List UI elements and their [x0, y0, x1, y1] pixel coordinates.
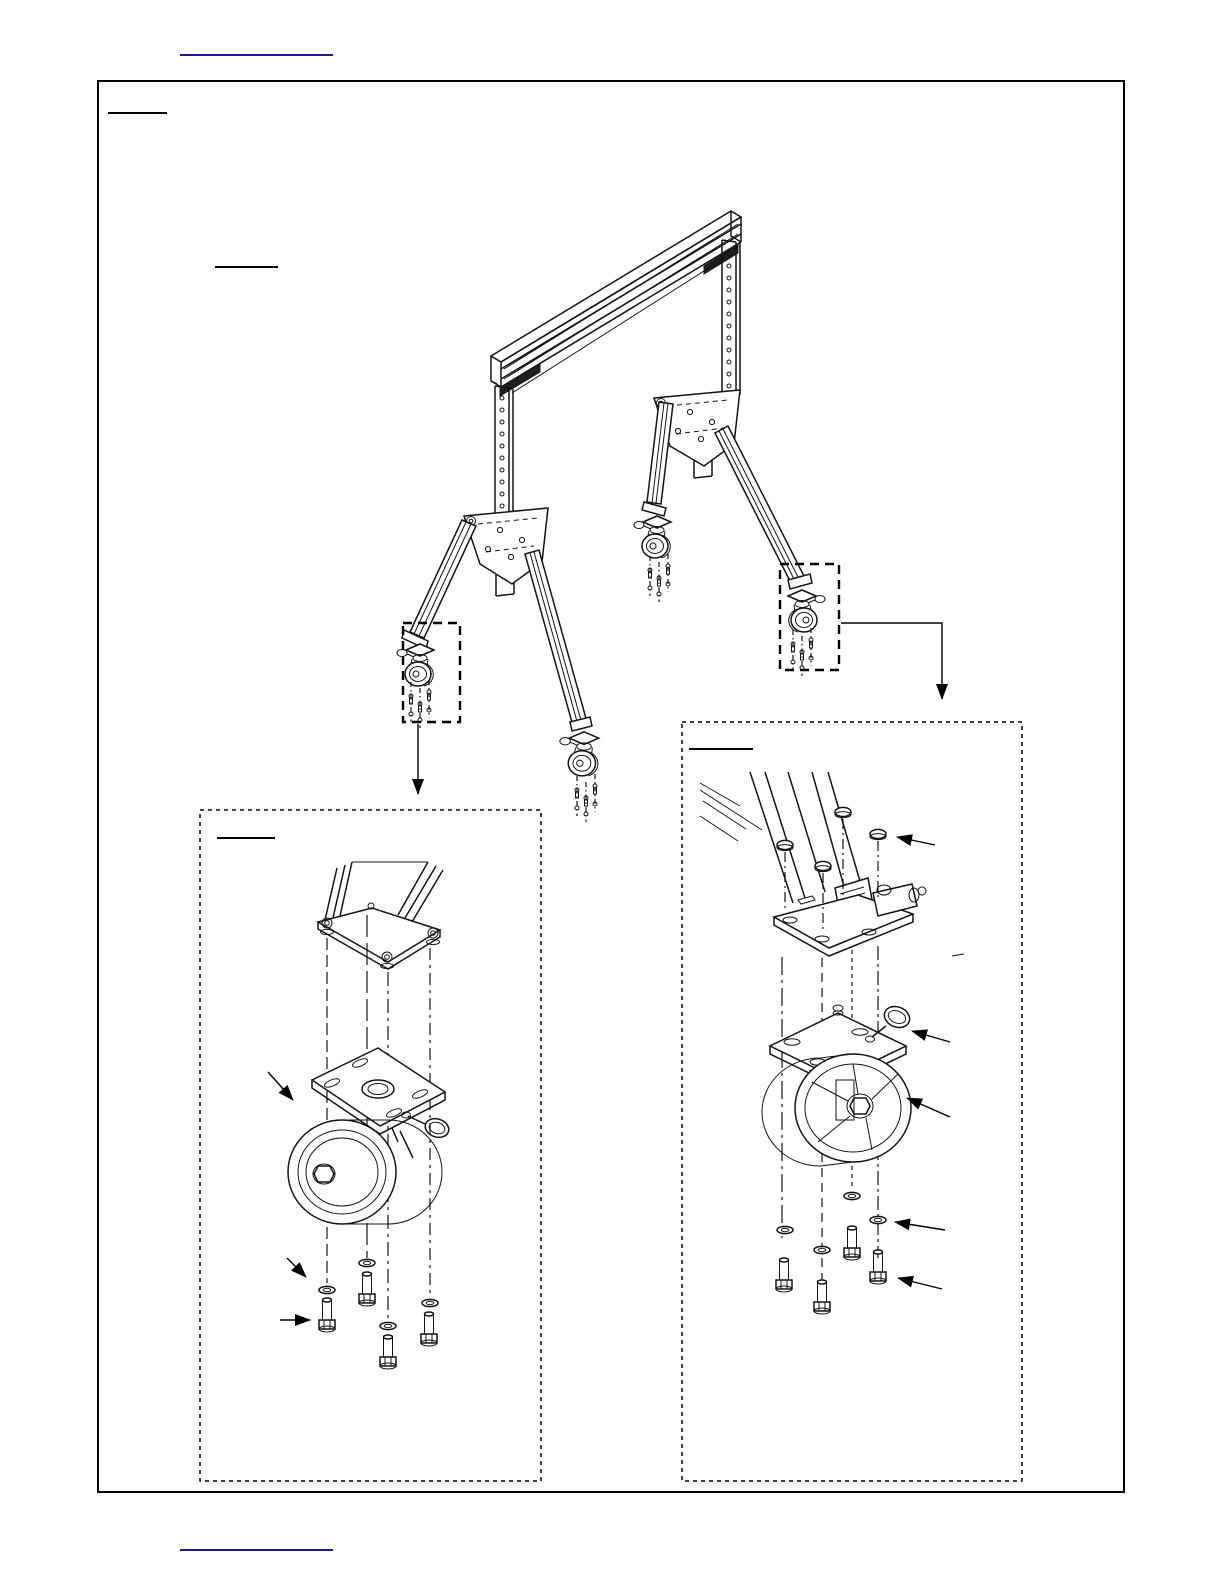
swivel-caster-hardware — [319, 1259, 438, 1369]
bolt-callout-arrow-2 — [898, 1278, 942, 1289]
bottom-hyperlink[interactable] — [180, 1549, 333, 1551]
front-middle-leg — [525, 550, 592, 731]
top-i-beam — [491, 211, 741, 396]
ring-pin-callout-arrow — [912, 1031, 950, 1042]
rear-left-leg — [642, 402, 673, 516]
plate-callout-arrow — [268, 1072, 293, 1100]
right-callout-arrow — [841, 623, 942, 699]
rear-left-caster-hardware — [648, 554, 670, 602]
front-middle-caster-hardware — [575, 774, 597, 822]
swivel-caster-exploded-detail — [200, 810, 541, 1481]
leg-end-assembly — [700, 772, 926, 956]
front-middle-caster — [560, 732, 599, 776]
rigid-caster-hardware — [776, 1192, 886, 1314]
washer-callout-arrow — [895, 1222, 945, 1230]
gantry-crane-isometric-view — [397, 211, 825, 822]
rear-left-caster — [634, 516, 671, 558]
rigid-caster-wheel — [762, 1054, 911, 1166]
wheel-callout-arrow — [907, 1098, 950, 1117]
swivel-caster-wheel — [288, 1112, 451, 1224]
right-caster — [788, 590, 825, 632]
stray-tick — [952, 954, 964, 956]
rigid-caster-exploded-detail — [682, 722, 1022, 1481]
leg-end-plate — [318, 862, 443, 969]
washer-callout-arrow — [287, 1258, 306, 1277]
front-left-leg — [402, 520, 476, 649]
bolt-callout-arrow — [897, 837, 935, 845]
beam-clamp-right — [704, 245, 738, 274]
